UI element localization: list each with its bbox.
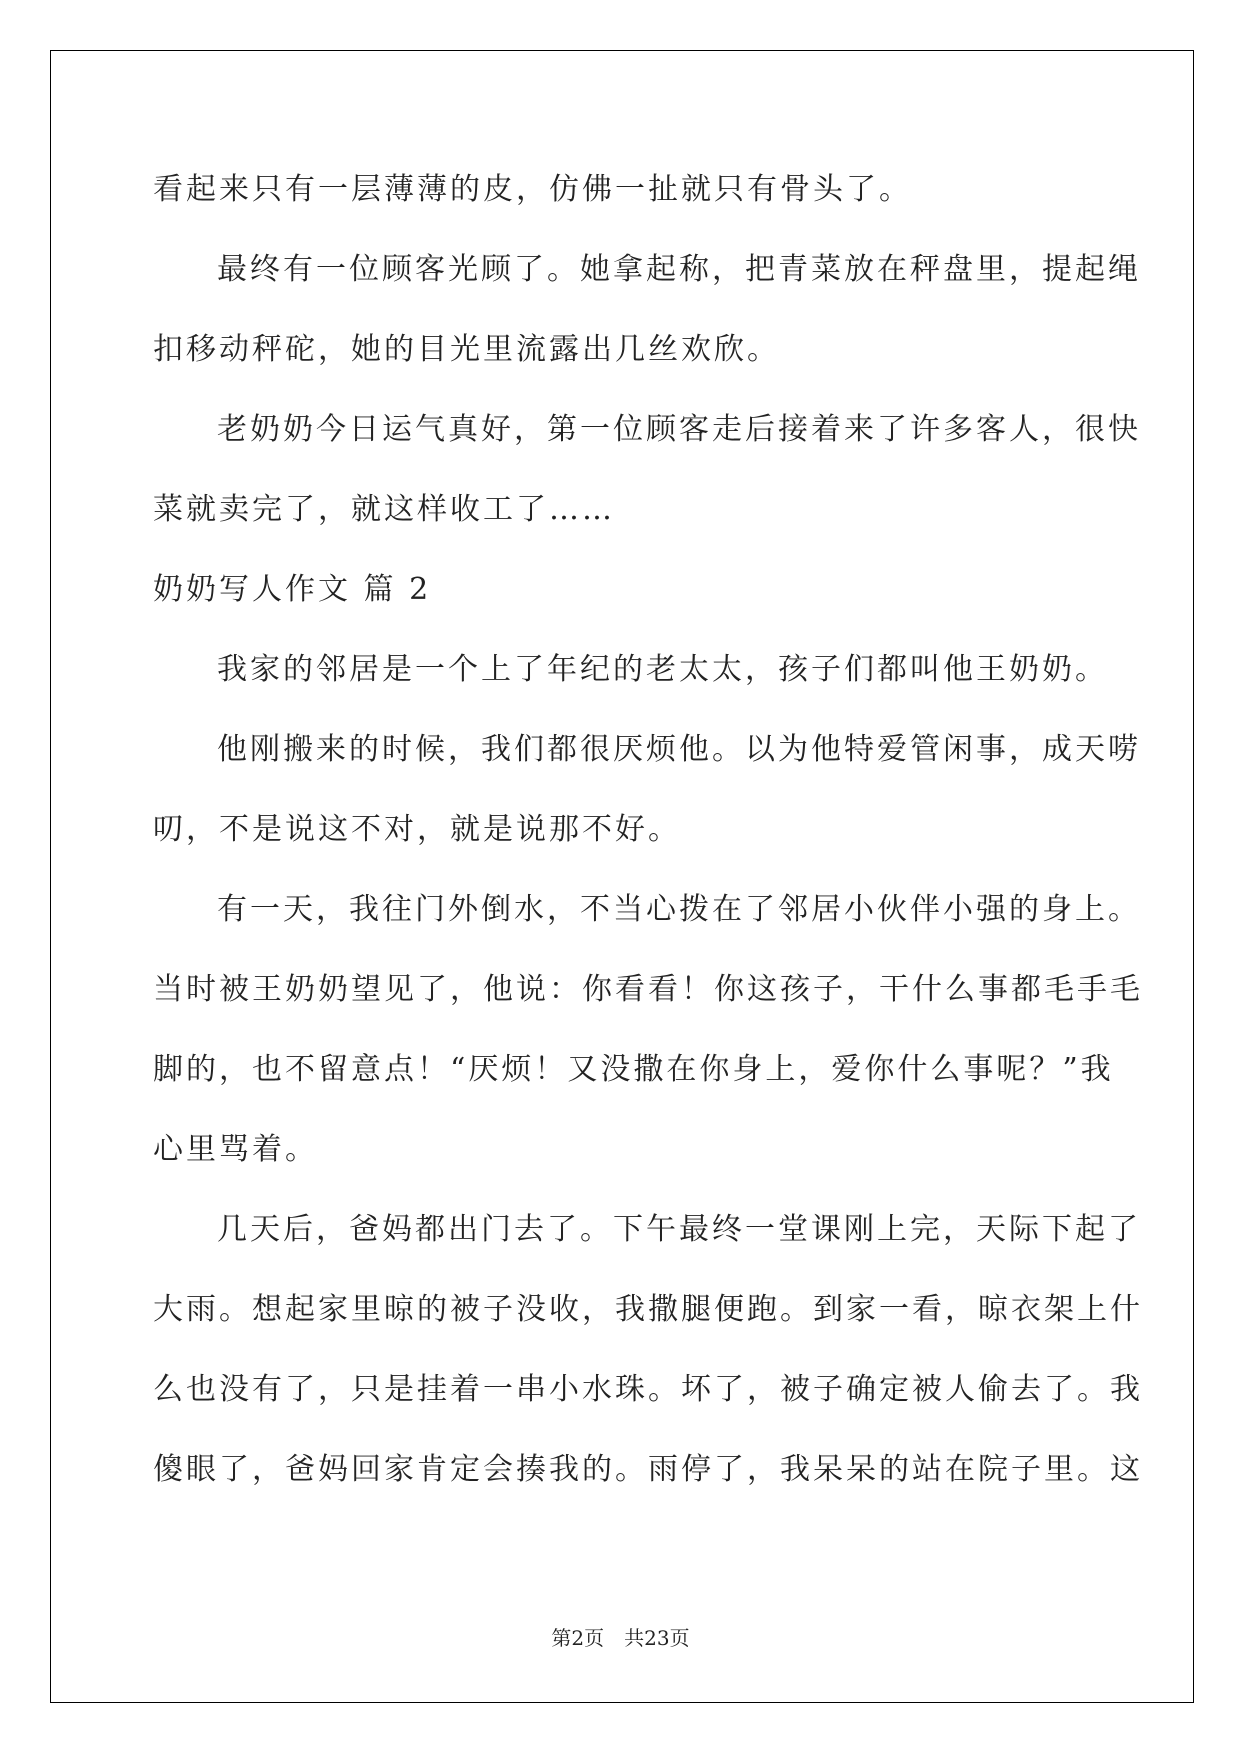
text-line: 脚的，也不留意点！“厌烦！又没撒在你身上，爱你什么事呢？”我 [153, 1052, 1114, 1087]
paragraph-first-line: 几天后，爸妈都出门去了。下午最终一堂课刚上完，天际下起了 [217, 1212, 1141, 1247]
text-line: 看起来只有一层薄薄的皮，仿佛一扯就只有骨头了。 [153, 172, 912, 207]
page-number-footer: 第2页 共23页 [551, 1626, 690, 1650]
text-line: 么也没有了，只是挂着一串小水珠。坏了，被子确定被人偷去了。我 [153, 1372, 1143, 1407]
paragraph-first-line: 我家的邻居是一个上了年纪的老太太，孩子们都叫他王奶奶。 [217, 652, 1108, 687]
paragraph-first-line: 有一天，我往门外倒水，不当心拨在了邻居小伙伴小强的身上。 [217, 892, 1141, 927]
text-line: 扣移动秤砣，她的目光里流露出几丝欢欣。 [153, 332, 780, 367]
text-line: 傻眼了，爸妈回家肯定会揍我的。雨停了，我呆呆的站在院子里。这 [153, 1452, 1143, 1487]
document-body [153, 150, 1143, 1510]
paragraph-first-line: 最终有一位顾客光顾了。她拿起称，把青菜放在秤盘里，提起绳 [217, 252, 1141, 287]
paragraph-first-line: 他刚搬来的时候，我们都很厌烦他。以为他特爱管闲事，成天唠 [217, 732, 1141, 767]
text-line: 大雨。想起家里晾的被子没收，我撒腿便跑。到家一看，晾衣架上什 [153, 1292, 1143, 1327]
paragraph-first-line: 老奶奶今日运气真好，第一位顾客走后接着来了许多客人，很快 [217, 412, 1141, 447]
text-line: 叨，不是说这不对，就是说那不好。 [153, 812, 681, 847]
text-line: 菜就卖完了，就这样收工了…… [153, 492, 615, 527]
text-line: 当时被王奶奶望见了，他说：你看看！你这孩子，干什么事都毛手毛 [153, 972, 1143, 1007]
section-heading: 奶奶写人作文 篇 2 [153, 572, 432, 607]
text-line: 心里骂着。 [153, 1132, 318, 1167]
